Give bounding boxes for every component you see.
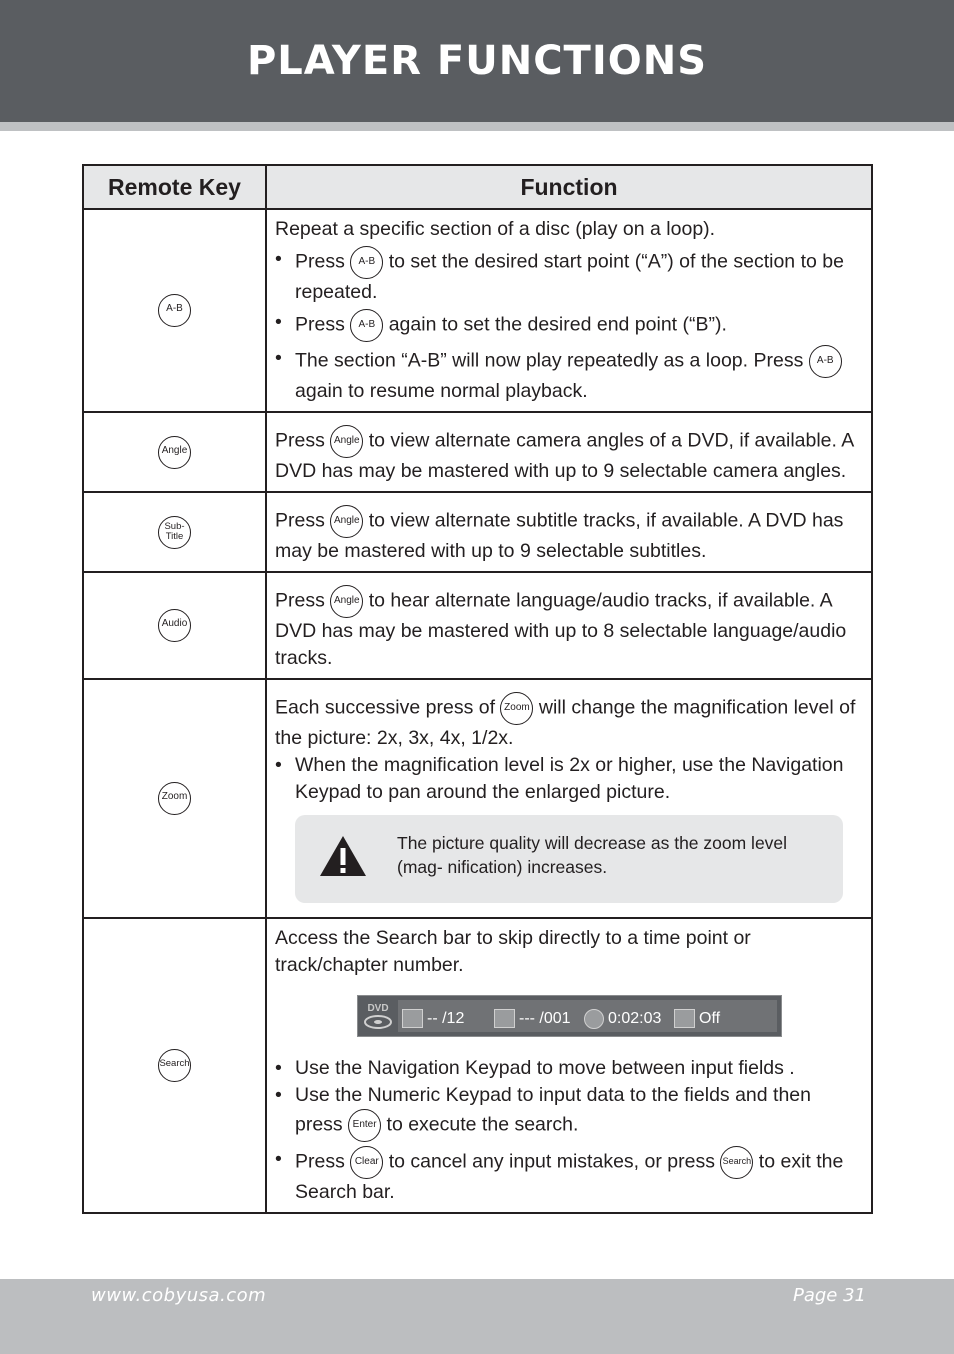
search-intro: Access the Search bar to skip directly to a time point or track/chapter number.: [275, 927, 751, 976]
ab-bullets: [275, 246, 863, 405]
enter-button-icon: Enter: [348, 1109, 381, 1142]
list-item: • When the magnification level is 2x or higher, use the Navigation Keypad to pan around the enlarged picture.: [275, 752, 863, 806]
clear-button-icon: Clear: [350, 1146, 383, 1179]
list-item: • Use the Navigation Keypad to move between input fields .: [275, 1055, 863, 1082]
title-icon: [402, 1009, 423, 1028]
ab-button-icon: A-B: [350, 309, 383, 342]
key-cell-search: [83, 918, 266, 1213]
angle-button-icon: Angle: [330, 505, 363, 538]
time-field[interactable]: 0:02:03: [584, 1005, 661, 1032]
table-row: [83, 918, 872, 1213]
function-cell-audio: Press Angle to hear alternate language/audio tracks, if available. A DVD has may be mastered with up to 8 selectable language/audio tracks.: [266, 572, 872, 679]
ab-button-icon: A-B: [809, 345, 842, 378]
angle-button-icon: Angle: [158, 436, 191, 469]
zoom-button-icon: Zoom: [158, 782, 191, 815]
angle-button-icon: Angle: [330, 425, 363, 458]
header-stripe: [0, 122, 954, 131]
ab-button-icon: A-B: [158, 294, 191, 327]
list-item: • Use the Numeric Keypad to input data to the fields and then press Enter to execute the search.: [275, 1082, 863, 1142]
chapter-icon: [494, 1009, 515, 1028]
dvd-logo-icon: [360, 998, 396, 1034]
function-cell-subtitle: Press Angle to view alternate subtitle tracks, if available. A DVD has may be mastered with up to 9 selectable subtitles.: [266, 492, 872, 572]
zoom-bullets: [275, 752, 863, 806]
table-row: [83, 209, 872, 412]
ab-button-icon: A-B: [350, 246, 383, 279]
list-item: • Press Clear to cancel any input mistakes, or press Search to exit the Search bar.: [275, 1146, 863, 1206]
svg-text:DVD: DVD: [367, 1003, 389, 1014]
search-button-icon: Search: [720, 1146, 753, 1179]
col-header-function: Function: [266, 165, 872, 209]
search-bar: [357, 995, 782, 1037]
footer-url: www.cobyusa.com: [91, 1285, 267, 1306]
angle-button-icon: Angle: [330, 585, 363, 618]
function-cell-search: [266, 918, 872, 1213]
function-cell-angle: Press Angle to view alternate camera angles of a DVD, if available. A DVD has may be mastered with up to 9 selectable camera angles.: [266, 412, 872, 492]
page-number: Page 31: [792, 1285, 866, 1306]
key-cell-audio: [83, 572, 266, 679]
title-field[interactable]: -- /12: [402, 1005, 464, 1032]
key-cell-subtitle: [83, 492, 266, 572]
zoom-button-icon: Zoom: [500, 692, 533, 725]
subtitle-button-icon: Sub- Title: [158, 516, 191, 549]
table-row: [83, 492, 872, 572]
list-item: • Press A-B to set the desired start point (“A”) of the section to be repeated.: [275, 246, 863, 306]
table-row: [83, 679, 872, 918]
zoom-note-text: The picture quality will decrease as the zoom level (mag- nification) increases.: [397, 833, 788, 877]
search-bullets: [275, 1055, 863, 1206]
ab-intro: Repeat a specific section of a disc (play on a loop).: [275, 218, 716, 240]
remote-key-table: [82, 164, 873, 1214]
search-button-icon: Search: [158, 1049, 191, 1082]
warning-icon: [319, 835, 367, 877]
key-cell-zoom: [83, 679, 266, 918]
list-item: • Press A-B again to set the desired end point (“B”).: [275, 309, 863, 342]
function-cell-zoom: [266, 679, 872, 918]
key-cell-ab: [83, 209, 266, 412]
table-row: [83, 572, 872, 679]
col-header-remote-key: Remote Key: [83, 165, 266, 209]
repeat-icon: [674, 1009, 695, 1028]
repeat-field[interactable]: Off: [674, 1005, 720, 1032]
page-title: PLAYER FUNCTIONS: [246, 38, 708, 84]
key-cell-angle: [83, 412, 266, 492]
search-bar-fields: [398, 1000, 777, 1032]
zoom-note-box: [295, 815, 843, 903]
list-item: • The section “A-B” will now play repeatedly as a loop. Press A-B again to resume normal playback.: [275, 345, 863, 405]
audio-button-icon: Audio: [158, 609, 191, 642]
chapter-field[interactable]: --- /001: [494, 1005, 571, 1032]
function-cell-ab: [266, 209, 872, 412]
clock-icon: [584, 1009, 604, 1029]
zoom-intro: Each successive press of Zoom will change the magnification level of the picture: 2x, 3x, 4x, 1/2x.: [275, 692, 863, 752]
table-header-row: [83, 165, 872, 209]
table-row: [83, 412, 872, 492]
